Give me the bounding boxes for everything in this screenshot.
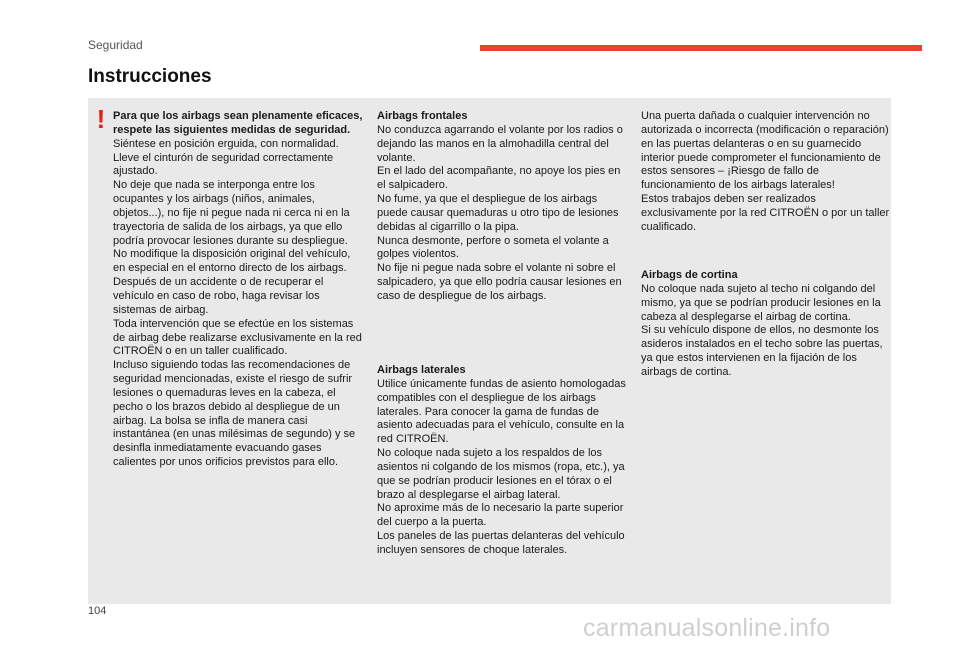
- warning-intro: Para que los airbags sean plenamente eficaces, respete las siguientes medidas de seguridad.: [113, 110, 363, 136]
- page-number: 104: [88, 605, 107, 617]
- section-label: Seguridad: [88, 38, 143, 52]
- cortina-section: [641, 269, 891, 380]
- cortina-heading: Airbags de cortina: [641, 269, 738, 281]
- frontales-paragraph: En el lado del acompañante, no apoye los pies en el salpicadero.: [377, 165, 621, 192]
- exclamation-icon: !: [96, 104, 106, 134]
- watermark: carmanualsonline.info: [583, 614, 831, 642]
- laterales-paragraph: Los paneles de las puertas delanteras del vehículo incluyen sensores de choque laterales.: [377, 530, 625, 556]
- puertas-paragraph: Estos trabajos deben ser realizados exclusivamente por la red CITROËN o por un taller cualificado.: [641, 193, 890, 233]
- warning-paragraph: Después de un accidente o de recuperar el vehículo en caso de robo, haga revisar los sistemas de airbag.: [113, 276, 324, 316]
- cortina-paragraph: Si su vehículo dispone de ellos, no desmonte los asideros instalados en el techo sobre las puertas, ya que estos intervienen en la fijación de los airbags de cortina.: [641, 324, 883, 378]
- laterales-paragraph: Utilice únicamente fundas de asiento homologadas compatibles con el despliegue de los airbags laterales. Para conocer la gama de fundas de asiento adecuadas para el vehículo, consulte en la red CITROËN.: [377, 377, 626, 446]
- puertas-paragraph: Una puerta dañada o cualquier intervención no autorizada o incorrecta (modificación o reparación) en las puertas delanteras o en su guarnecido interior puede comprometer el funcionamiento de estos sensores – ¡Riesgo de fallo de funcionamiento de los airbags laterales!: [641, 110, 889, 192]
- laterales-paragraph: No aproxime más de lo necesario la parte superior del cuerpo a la puerta.: [377, 502, 624, 529]
- warning-column: [113, 110, 363, 470]
- frontales-paragraph: Nunca desmonte, perfore o someta el volante a golpes violentos.: [377, 234, 609, 261]
- warning-paragraph: Incluso siguiendo todas las recomendaciones de seguridad mencionadas, existe el riesgo de sufrir lesiones o quemaduras leves en la cabeza, el pecho o los brazos debido al despliegue de un airbag. La bolsa se infla de manera casi instantánea (en unas milésimas de segundo) y se desinfla inmediatamente evacuando gases calientes por unos orificios previstos para ello.: [113, 359, 356, 469]
- puertas-section: [641, 110, 891, 235]
- warning-paragraph: Siéntese en posición erguida, con normalidad.: [113, 137, 339, 150]
- warning-paragraph: No deje que nada se interponga entre los ocupantes y los airbags (niños, animales, objetos...), no fije ni pegue nada ni cerca ni en la trayectoria de salida de los airbags, ya que ello podría provocar lesiones durante su despliegue.: [113, 179, 350, 247]
- page-title: Instrucciones: [88, 66, 212, 87]
- laterales-section: [377, 364, 627, 558]
- cortina-paragraph: No coloque nada sujeto al techo ni colgando del mismo, ya que se podrían producir lesiones en la cabeza al desplegarse el airbag de cortina.: [641, 282, 881, 323]
- frontales-heading: Airbags frontales: [377, 110, 468, 122]
- header-accent-bar: [480, 45, 922, 51]
- laterales-paragraph: No coloque nada sujeto a los respaldos de los asientos ni colgando de los mismos (ropa, etc.), ya que se podrían producir lesiones en el tórax o el brazo al desplegarse el airbag lateral.: [377, 447, 625, 501]
- frontales-paragraph: No fije ni pegue nada sobre el volante ni sobre el salpicadero, ya que ello podría causar lesiones en caso de despliegue de los airbags.: [377, 262, 622, 302]
- warning-paragraph: Toda intervención que se efectúe en los sistemas de airbag debe realizarse exclusivamente en la red CITROËN o en un taller cualificado.: [113, 317, 362, 358]
- warning-paragraph: No modifique la disposición original del vehículo, en especial en el entorno directo de los airbags.: [113, 248, 351, 275]
- frontales-section: [377, 110, 627, 304]
- laterales-heading: Airbags laterales: [377, 364, 466, 376]
- warning-paragraph: Lleve el cinturón de seguridad correctamente ajustado.: [113, 151, 334, 178]
- frontales-paragraph: No conduzca agarrando el volante por los radios o dejando las manos en la almohadilla central del volante.: [377, 123, 623, 164]
- frontales-paragraph: No fume, ya que el despliegue de los airbags puede causar quemaduras u otro tipo de lesiones debidas al cigarrillo o la pipa.: [377, 193, 619, 233]
